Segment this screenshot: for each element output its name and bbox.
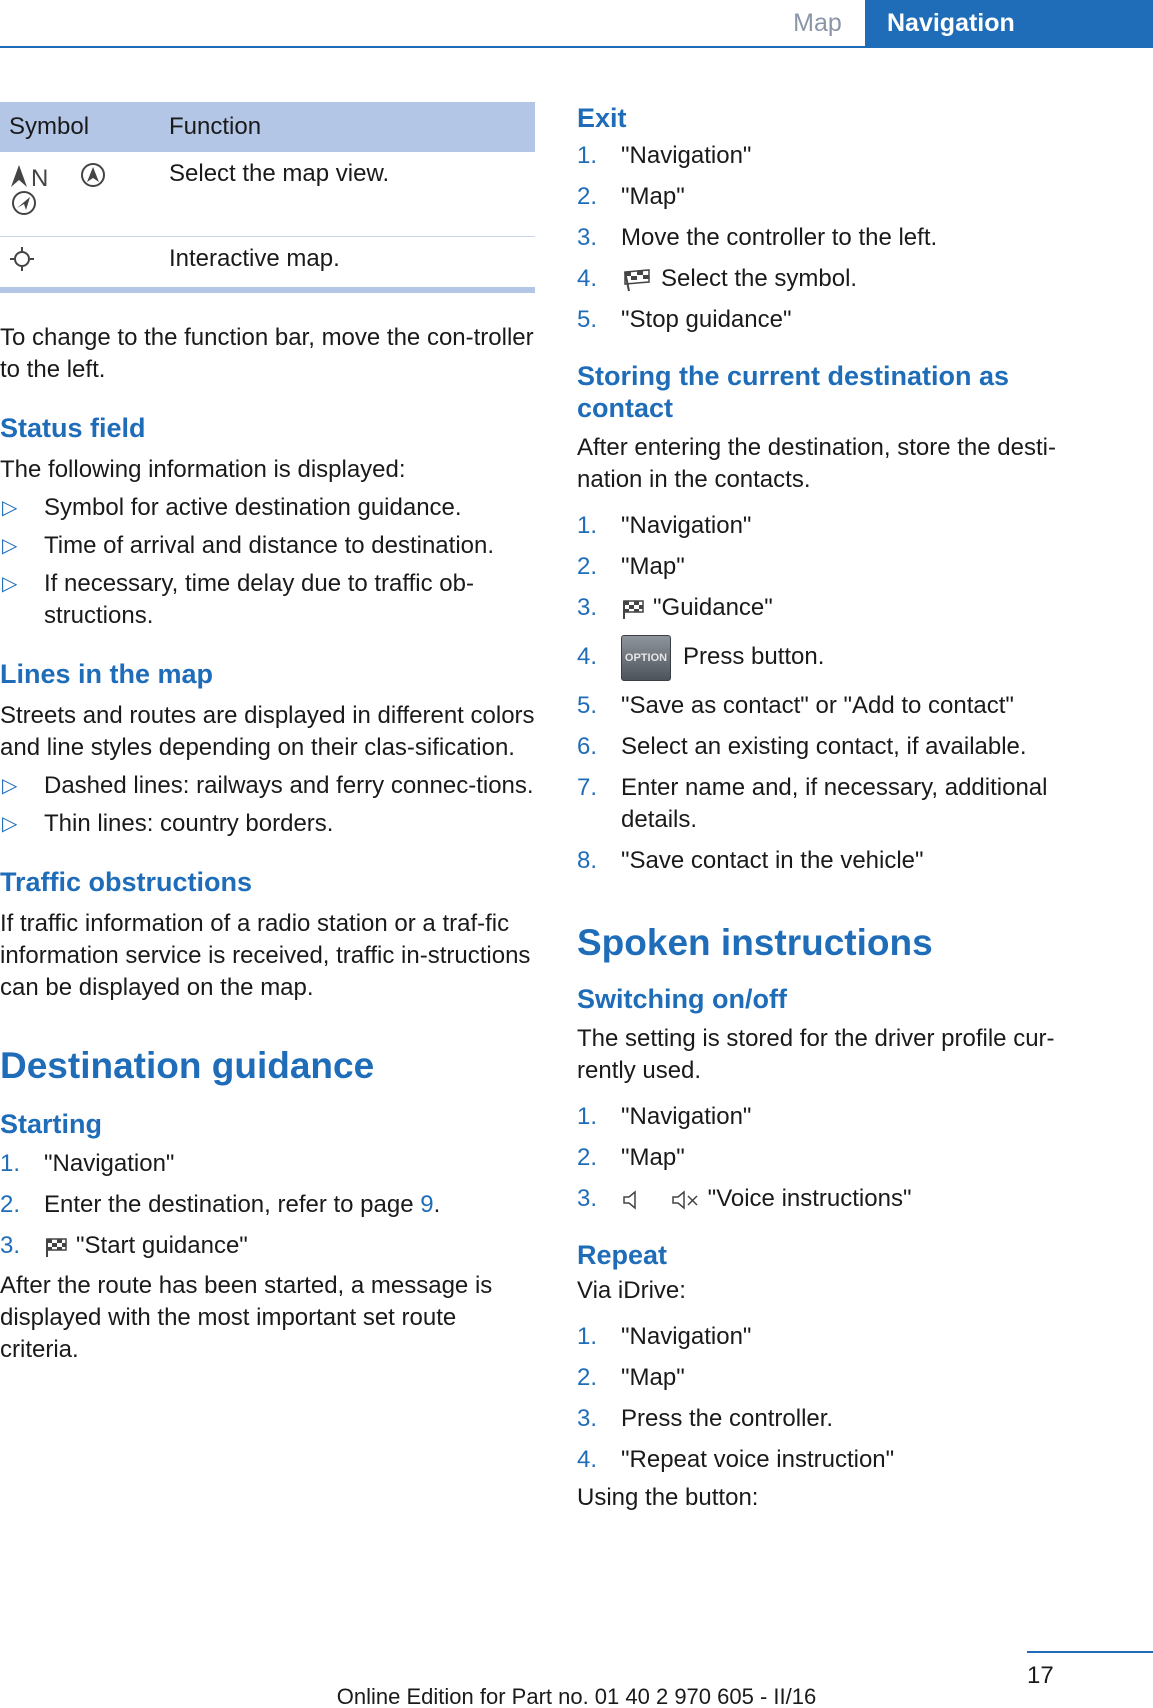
bullet-triangle-icon: ▷ xyxy=(2,535,18,557)
svg-text:N: N xyxy=(31,164,49,189)
destination-guidance-heading: Destination guidance xyxy=(0,1045,375,1086)
list-item: 4. Select the symbol. xyxy=(577,265,858,292)
list-item: 5. "Save as contact" or "Add to contact" xyxy=(577,692,1014,719)
north-arrow-icon xyxy=(9,161,53,189)
list-item: 2. "Map" xyxy=(577,553,685,580)
spoken-instructions-heading: Spoken instructions xyxy=(577,922,933,963)
list-item: ▷ If necessary, time delay due to traffic ob-structions. xyxy=(2,570,474,629)
exit-steps xyxy=(577,140,1097,336)
option-button-icon: OPTION xyxy=(621,635,671,681)
list-item: 3. "Voice instructions" xyxy=(577,1185,912,1212)
checkered-flag-icon xyxy=(621,598,647,620)
bullet-triangle-icon: ▷ xyxy=(2,775,18,797)
list-item: 2. "Map" xyxy=(577,183,685,210)
header-section-map: Map xyxy=(793,9,842,37)
bullet-triangle-icon: ▷ xyxy=(2,497,18,519)
footer-divider xyxy=(1027,1651,1153,1653)
table-row xyxy=(0,152,535,236)
symbol-cell xyxy=(0,236,160,290)
list-item: 1. "Navigation" xyxy=(577,1103,752,1130)
list-item: 1. "Navigation" xyxy=(577,142,752,169)
switching-steps xyxy=(577,1101,1097,1215)
list-item: 2. Enter the destination, refer to page 9. xyxy=(0,1191,441,1218)
page-reference-link[interactable]: 9 xyxy=(420,1191,434,1218)
list-item: 1. "Navigation" xyxy=(577,1323,752,1350)
list-item: 5. "Stop guidance" xyxy=(577,306,792,333)
status-field-list xyxy=(0,492,535,632)
symbol-table xyxy=(0,102,535,293)
list-item: 7. Enter name and, if necessary, additional details. xyxy=(577,774,1048,833)
list-item: 3. "Start guidance" xyxy=(0,1232,248,1259)
checkered-flag-icon xyxy=(621,268,653,292)
store-destination-intro: After entering the destination, store the desti-nation in the contacts. xyxy=(577,434,1056,493)
lines-in-map-list xyxy=(0,770,535,840)
list-item: 2. "Map" xyxy=(577,1144,685,1171)
list-item: 1. "Navigation" xyxy=(0,1150,175,1177)
list-item: ▷ Thin lines: country borders. xyxy=(0,808,535,840)
table-row xyxy=(0,236,535,290)
symbol-cell xyxy=(0,152,160,236)
list-item: 8. "Save contact in the vehicle" xyxy=(577,847,924,874)
table-header-symbol: Symbol xyxy=(0,102,160,152)
function-bar-text: To change to the function bar, move the con-troller to the left. xyxy=(0,324,534,383)
crosshair-icon xyxy=(9,246,35,272)
list-item: 3. Press the controller. xyxy=(577,1405,834,1432)
status-field-heading: Status field xyxy=(0,413,146,443)
repeat-intro: Via iDrive: xyxy=(577,1277,686,1304)
exit-heading: Exit xyxy=(577,103,627,133)
using-button-text: Using the button: xyxy=(577,1484,759,1511)
starting-heading: Starting xyxy=(0,1109,103,1139)
speaker-muted-icon xyxy=(670,1188,700,1212)
direction-arrow-icon xyxy=(78,161,108,189)
list-item: 6. Select an existing contact, if available. xyxy=(577,733,1027,760)
header-section-navigation: Navigation xyxy=(865,0,1153,46)
edition-note: Online Edition for Part no. 01 40 2 970 605 - II/16 xyxy=(336,1684,817,1708)
repeat-heading: Repeat xyxy=(577,1240,668,1270)
switching-on-off-intro: The setting is stored for the driver profile cur-rently used. xyxy=(577,1025,1055,1084)
page-header xyxy=(0,0,1153,48)
list-item: 3. "Guidance" xyxy=(577,594,773,621)
list-item: 1. "Navigation" xyxy=(577,512,752,539)
list-item: 3. Move the controller to the left. xyxy=(577,224,938,251)
bullet-triangle-icon: ▷ xyxy=(2,573,18,595)
list-item: ▷ Symbol for active destination guidance. xyxy=(0,492,535,524)
repeat-steps xyxy=(577,1321,1097,1476)
lines-in-map-intro: Streets and routes are displayed in different colors and line styles depending on their clas-sification. xyxy=(0,702,535,761)
perspective-icon xyxy=(9,189,39,217)
list-item: 2. "Map" xyxy=(577,1364,685,1391)
function-cell: Select the map view. xyxy=(160,152,535,236)
page-number: 17 xyxy=(1027,1662,1054,1689)
list-item: ▷ Dashed lines: railways and ferry connec-tions. xyxy=(0,770,535,802)
list-item: 4. OPTION Press button. xyxy=(577,633,1097,681)
traffic-obstructions-heading: Traffic obstructions xyxy=(0,867,253,897)
lines-in-map-heading: Lines in the map xyxy=(0,659,214,689)
store-destination-steps xyxy=(577,510,1097,877)
starting-steps xyxy=(0,1148,535,1262)
switching-on-off-heading: Switching on/off xyxy=(577,984,787,1014)
status-field-intro: The following information is displayed: xyxy=(0,456,406,483)
store-destination-heading: Storing the current destination as contact xyxy=(577,361,1010,423)
checkered-flag-icon xyxy=(44,1236,70,1258)
table-header-function: Function xyxy=(160,102,535,152)
traffic-obstructions-text: If traffic information of a radio station or a traf-fic information service is received, traffic in-structions can be displayed on the map. xyxy=(0,910,531,1001)
list-item: 4. "Repeat voice instruction" xyxy=(577,1446,895,1473)
after-start-text: After the route has been started, a message is displayed with the most important set route criteria. xyxy=(0,1272,493,1363)
list-item: ▷ Time of arrival and distance to destination. xyxy=(0,530,535,562)
speaker-icon xyxy=(621,1188,645,1212)
function-cell: Interactive map. xyxy=(160,236,535,290)
bullet-triangle-icon: ▷ xyxy=(2,813,18,835)
